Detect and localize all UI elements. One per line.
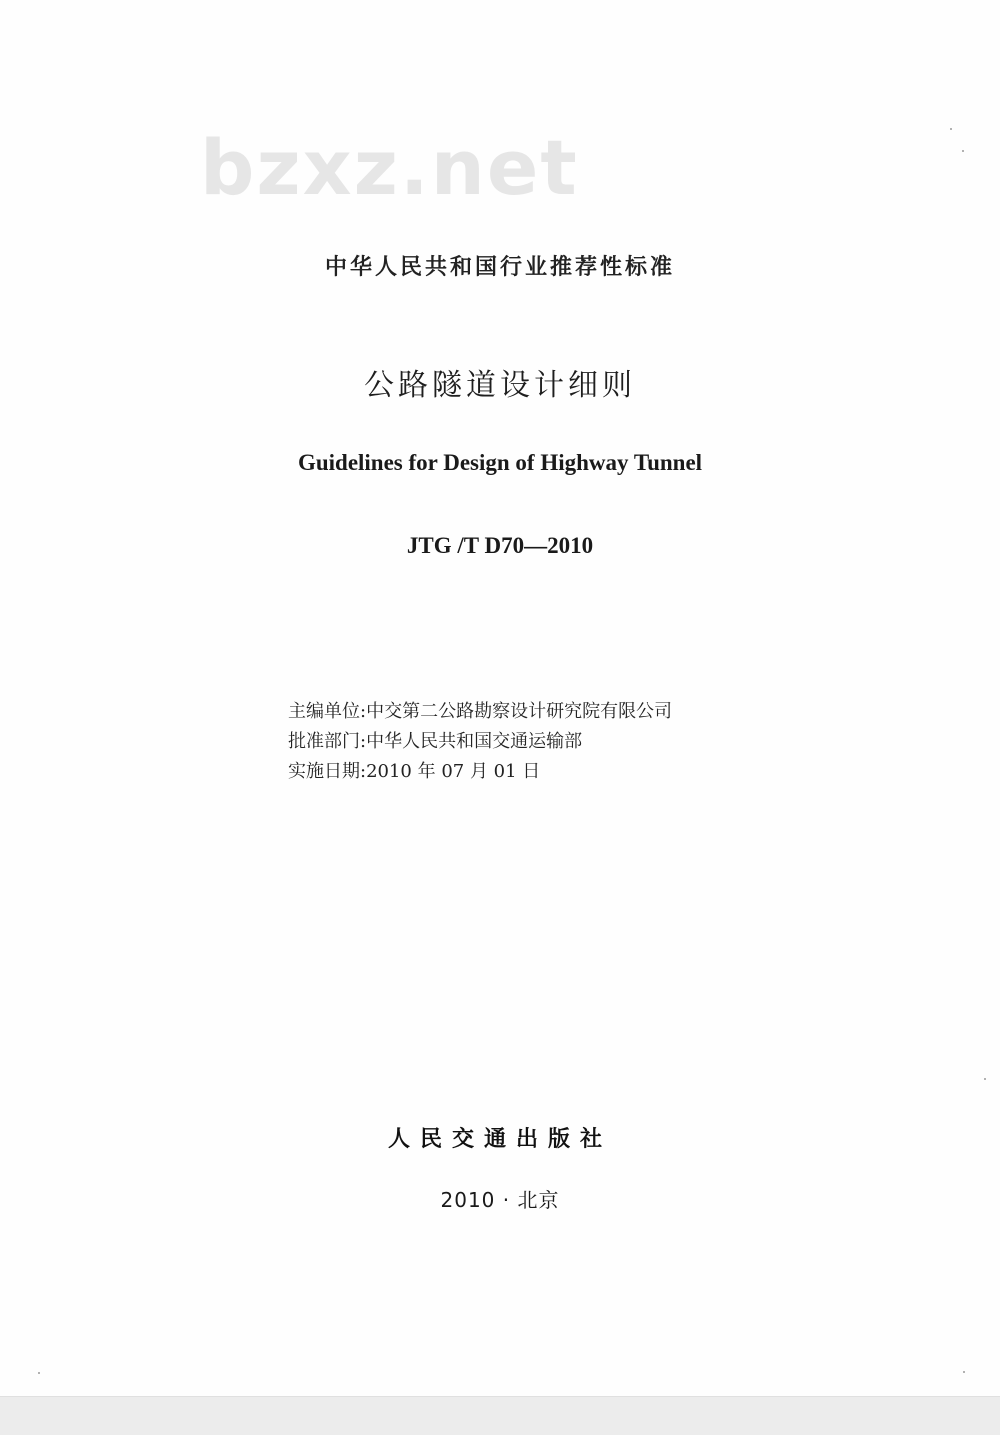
page-bottom-edge	[0, 1396, 1000, 1435]
watermark-text: bzxz.net	[200, 123, 579, 212]
scan-speck	[962, 150, 964, 152]
standard-code: JTG /T D70—2010	[406, 533, 594, 558]
approval-department: 批准部门:中华人民共和国交通运输部	[288, 731, 583, 752]
effective-date: 实施日期:2010 年 07 月 01 日	[288, 761, 541, 782]
scan-speck	[950, 128, 952, 130]
standard-category: 中华人民共和国行业推荐性标准	[324, 255, 675, 280]
scan-speck	[38, 1372, 40, 1374]
info-block	[288, 697, 672, 787]
chinese-title: 公路隧道设计细则	[364, 368, 636, 403]
english-title: Guidelines for Design of Highway Tunnel	[297, 450, 703, 475]
editor-unit: 主编单位:中交第二公路勘察设计研究院有限公司	[288, 701, 673, 722]
publisher-name: 人民交通出版社	[387, 1126, 612, 1152]
publication-date-place: 2010 · 北京	[440, 1188, 560, 1212]
scan-speck	[984, 1078, 986, 1080]
scan-speck	[963, 1371, 965, 1373]
